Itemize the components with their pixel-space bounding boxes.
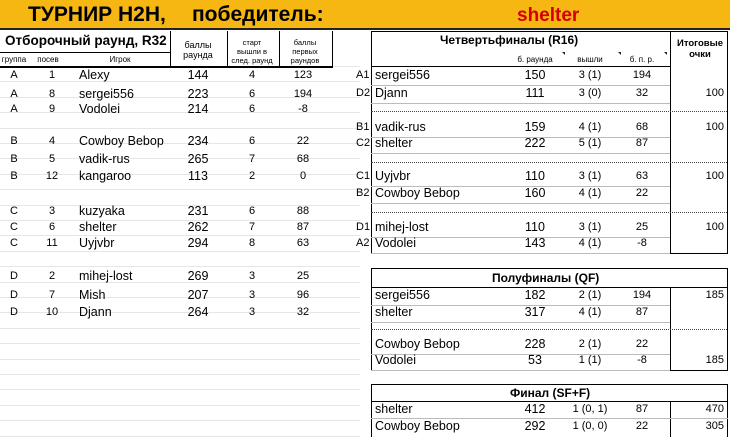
qual-seed-cell: 4: [48, 135, 56, 147]
qual-points-cell: 264: [187, 305, 209, 319]
sf-bp-cell: -8: [637, 354, 647, 366]
final-bp-cell: 22: [635, 420, 649, 432]
qual-first-cell: 32: [296, 306, 310, 318]
qf-player-name: Vodolei: [375, 236, 417, 250]
qual-seed-cell: 1: [48, 69, 56, 81]
grid-line: [0, 389, 360, 390]
qual-start-cell: 6: [248, 135, 256, 147]
final-player-name: Cowboy Bebop: [375, 419, 460, 433]
qual-start-cell: 2: [248, 170, 256, 182]
filter-marker-icon: [562, 52, 565, 55]
qual-seed-cell: 5: [48, 153, 56, 165]
qual-col-seed: посев: [37, 55, 59, 64]
qual-first-cell: 0: [299, 170, 307, 182]
row-rule: [371, 103, 670, 104]
qual-player-name: Uyjvbr: [79, 236, 115, 250]
sf-player-name: sergei556: [375, 288, 430, 302]
qf-bp-cell: 63: [635, 170, 649, 182]
qual-col-points: баллы раунда: [183, 40, 213, 60]
sf-player-name: shelter: [375, 305, 413, 319]
qual-group-cell: B: [10, 135, 18, 147]
qf-points-cell: 111: [525, 86, 545, 100]
grid-line: [0, 343, 360, 344]
qual-player-name: Cowboy Bebop: [79, 134, 164, 148]
qual-group-cell: A: [10, 103, 18, 115]
winner-label: победитель:: [192, 3, 324, 26]
qual-col-first: баллы первых раундов: [290, 38, 320, 65]
qual-player-name: Mish: [79, 288, 106, 302]
final-left-rule: [371, 384, 372, 437]
row-rule: [371, 253, 670, 254]
qual-first-cell: 88: [296, 205, 310, 217]
qual-group-cell: A: [10, 69, 18, 81]
qf-seed-label: C2: [356, 137, 371, 149]
sf-player-name: Cowboy Bebop: [375, 337, 460, 351]
qf-seed-label: B2: [356, 187, 370, 199]
grid-line: [0, 266, 360, 267]
final-top-rule: [371, 384, 728, 385]
grid-line: [0, 359, 360, 360]
qual-player-name: sergei556: [79, 87, 134, 101]
qf-col-points: б. раунда: [517, 55, 553, 64]
qual-start-cell: 3: [248, 270, 256, 282]
qf-points-cell: 222: [524, 136, 546, 150]
sf-points-cell: 53: [528, 353, 542, 367]
qf-bp-cell: 68: [635, 121, 649, 133]
qual-divider: [170, 31, 171, 66]
qf-out-cell: 3 (1): [578, 170, 602, 182]
qf-seed-label: D2: [356, 87, 371, 99]
qual-first-cell: 123: [293, 69, 313, 81]
qual-first-cell: 194: [293, 88, 313, 100]
qual-points-cell: 234: [187, 134, 209, 148]
qual-seed-cell: 8: [48, 88, 56, 100]
sf-out-cell: 2 (1): [578, 338, 602, 350]
sf-bp-cell: 87: [635, 306, 649, 318]
sf-out-cell: 2 (1): [578, 289, 602, 301]
qf-out-cell: 4 (1): [578, 121, 602, 133]
qual-group-cell: A: [10, 88, 18, 100]
row-rule: [371, 203, 670, 204]
qual-start-cell: 7: [248, 221, 256, 233]
sf-total-cell: 185: [705, 289, 724, 301]
qf-col-bp: б. п. р.: [629, 55, 655, 64]
qf-out-cell: 5 (1): [578, 137, 602, 149]
qual-group-cell: C: [10, 221, 18, 233]
qual-group-cell: C: [10, 237, 18, 249]
qf-player-name: Uyjvbr: [375, 169, 411, 183]
row-rule: [371, 370, 670, 371]
qual-points-cell: 294: [187, 236, 209, 250]
qf-header-rule: [371, 66, 670, 67]
winner-name: shelter: [517, 5, 580, 26]
qf-out-cell: 4 (1): [578, 187, 602, 199]
qf-total-cell: 100: [705, 121, 724, 133]
sf-points-cell: 182: [524, 288, 546, 302]
sf-out-cell: 1 (1): [578, 354, 602, 366]
final-bp-cell: 87: [635, 403, 649, 415]
qual-player-name: kangaroo: [79, 169, 132, 183]
qual-points-cell: 223: [187, 87, 209, 101]
qf-seed-label: D1: [356, 221, 371, 233]
qual-title-rule: [0, 52, 170, 53]
qf-player-name: shelter: [375, 136, 413, 150]
qf-bp-cell: -8: [637, 237, 647, 249]
tournament-title: ТУРНИР Н2Н,: [28, 3, 166, 26]
qf-points-cell: 110: [525, 220, 545, 234]
qual-start-cell: 7: [248, 153, 256, 165]
sf-points-cell: 228: [524, 337, 546, 351]
qual-player-name: vadik-rus: [79, 152, 130, 166]
qf-bp-cell: 32: [635, 87, 649, 99]
qf-top-rule: [371, 31, 728, 32]
filter-marker-icon: [664, 52, 667, 55]
qual-first-cell: 25: [296, 270, 310, 282]
qf-total-cell: 100: [705, 87, 724, 99]
qf-points-cell: 143: [524, 236, 546, 250]
qf-player-name: mihej-lost: [375, 220, 429, 234]
qual-player-name: Alexy: [79, 68, 110, 82]
qf-bp-cell: 22: [635, 187, 649, 199]
final-total-divider: [670, 401, 671, 437]
final-total-cell: 470: [705, 403, 724, 415]
final-title: Финал (SF+F): [510, 386, 591, 400]
qual-seed-cell: 10: [45, 306, 59, 318]
qual-player-name: Djann: [79, 305, 112, 319]
qual-first-cell: 87: [296, 221, 310, 233]
qf-seed-label: C1: [356, 170, 371, 182]
qual-player-name: shelter: [79, 220, 117, 234]
grid-line: [0, 128, 360, 129]
qual-seed-cell: 6: [48, 221, 56, 233]
grid-line: [0, 374, 360, 375]
qual-start-cell: 6: [248, 103, 256, 115]
qual-header-rule: [0, 66, 333, 68]
match-separator: [371, 162, 727, 163]
sf-right-rule: [727, 268, 728, 370]
qual-divider: [332, 31, 333, 66]
sf-bp-cell: 194: [632, 289, 652, 301]
qf-title: Четвертьфиналы (R16): [440, 33, 579, 47]
qual-group-cell: B: [10, 153, 18, 165]
qual-points-cell: 207: [187, 288, 209, 302]
qual-first-cell: -8: [298, 103, 308, 115]
qf-bp-cell: 194: [632, 69, 652, 81]
final-out-cell: 1 (0, 1): [572, 403, 608, 415]
qual-col-group: группа: [1, 55, 27, 64]
final-out-cell: 1 (0, 0): [572, 420, 608, 432]
final-player-name: shelter: [375, 402, 413, 416]
qual-group-cell: B: [10, 170, 18, 182]
qual-start-cell: 6: [248, 205, 256, 217]
qual-seed-cell: 12: [45, 170, 59, 182]
qual-group-cell: D: [10, 270, 18, 282]
qual-seed-cell: 3: [48, 205, 56, 217]
qf-total-cell: 100: [705, 170, 724, 182]
qual-divider: [279, 31, 280, 66]
final-total-cell: 305: [705, 420, 724, 432]
qual-points-cell: 214: [187, 102, 209, 116]
qual-first-cell: 22: [296, 135, 310, 147]
qf-player-name: Cowboy Bebop: [375, 186, 460, 200]
qf-out-cell: 3 (0): [578, 87, 602, 99]
qual-start-cell: 8: [248, 237, 256, 249]
qf-left-rule: [371, 31, 372, 253]
qual-player-name: mihej-lost: [79, 269, 133, 283]
sf-title: Полуфиналы (QF): [492, 271, 600, 285]
qf-bp-cell: 25: [635, 221, 649, 233]
qual-player-name: Vodolei: [79, 102, 121, 116]
qual-start-cell: 6: [248, 88, 256, 100]
qual-seed-cell: 9: [48, 103, 56, 115]
qf-points-cell: 110: [525, 169, 545, 183]
match-separator: [371, 111, 727, 112]
sf-total-cell: 185: [705, 354, 724, 366]
qf-points-cell: 150: [524, 68, 546, 82]
qf-col-out: вышли: [577, 55, 603, 64]
qf-right-rule: [727, 31, 728, 253]
qual-first-cell: 68: [296, 153, 310, 165]
qual-group-cell: D: [10, 289, 18, 301]
qual-col-player: Игрок: [109, 55, 131, 64]
qual-group-cell: D: [10, 306, 18, 318]
qual-start-cell: 3: [248, 306, 256, 318]
qual-points-cell: 113: [188, 169, 208, 183]
sf-bp-cell: 22: [635, 338, 649, 350]
final-points-cell: 412: [524, 402, 546, 416]
qual-divider: [227, 31, 228, 66]
final-points-cell: 292: [524, 419, 546, 433]
qf-player-name: sergei556: [375, 68, 430, 82]
qual-first-cell: 96: [296, 289, 310, 301]
qf-out-cell: 3 (1): [578, 69, 602, 81]
qf-out-cell: 4 (1): [578, 237, 602, 249]
match-separator: [371, 329, 727, 330]
filter-marker-icon: [618, 52, 621, 55]
qf-total-divider: [670, 31, 671, 253]
qual-col-start: старт вышли в след. раунд: [231, 38, 273, 65]
sf-player-name: Vodolei: [375, 353, 417, 367]
qual-title: Отборочный раунд, R32: [5, 33, 167, 48]
qf-out-cell: 3 (1): [578, 221, 602, 233]
qf-total-cell: 100: [705, 221, 724, 233]
qual-start-cell: 4: [248, 69, 256, 81]
row-rule: [371, 153, 670, 154]
qf-seed-label: A1: [356, 69, 370, 81]
final-right-rule: [727, 384, 728, 437]
grid-line: [0, 420, 360, 421]
qf-seed-label: B1: [356, 121, 370, 133]
sf-points-cell: 317: [524, 305, 546, 319]
qual-points-cell: 144: [187, 68, 209, 82]
match-separator: [371, 212, 727, 213]
qual-points-cell: 262: [187, 220, 209, 234]
sf-out-cell: 4 (1): [578, 306, 602, 318]
qual-points-cell: 269: [187, 269, 209, 283]
qf-bp-cell: 87: [635, 137, 649, 149]
grid-line: [0, 405, 360, 406]
qual-first-cell: 63: [296, 237, 310, 249]
qual-seed-cell: 2: [48, 270, 56, 282]
qual-start-cell: 3: [248, 289, 256, 301]
qual-player-name: kuzyaka: [79, 204, 125, 218]
sf-top-rule: [371, 268, 728, 269]
qf-points-cell: 159: [524, 120, 546, 134]
qual-points-cell: 231: [187, 204, 209, 218]
grid-line: [0, 189, 360, 190]
qual-seed-cell: 11: [46, 237, 58, 249]
qf-seed-label: A2: [356, 237, 370, 249]
qf-player-name: vadik-rus: [375, 120, 426, 134]
qf-player-name: Djann: [375, 86, 408, 100]
grid-line: [0, 251, 360, 252]
qual-points-cell: 265: [187, 152, 209, 166]
qual-group-cell: C: [10, 205, 18, 217]
row-rule: [371, 322, 670, 323]
qual-seed-cell: 7: [48, 289, 56, 301]
grid-line: [0, 328, 360, 329]
qf-total-title: Итоговые очки: [676, 38, 724, 60]
qf-points-cell: 160: [524, 186, 546, 200]
